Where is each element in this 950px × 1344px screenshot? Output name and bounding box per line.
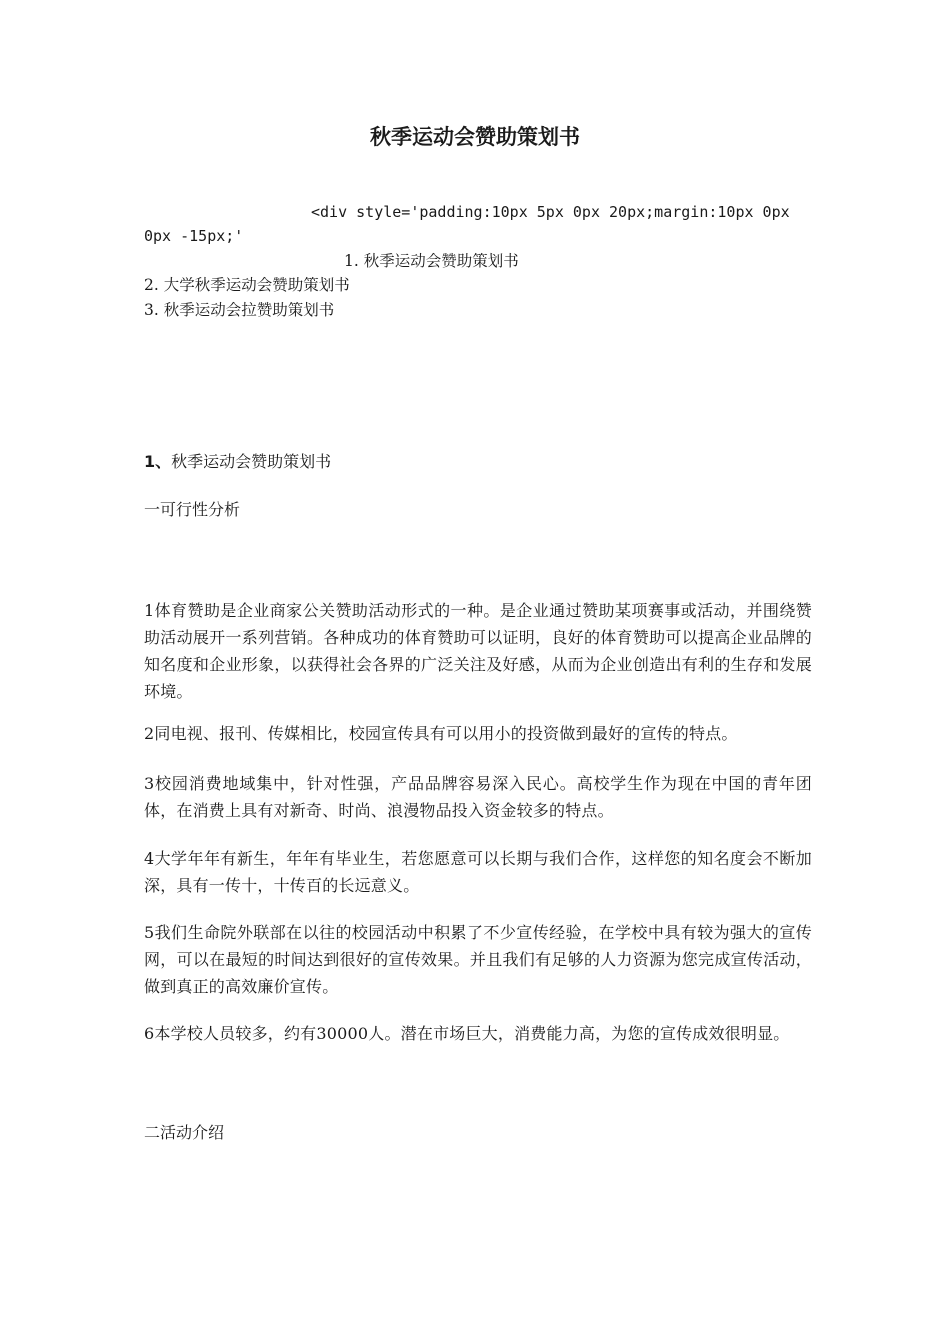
- html-code-line-2: 0px -15px;': [144, 227, 244, 245]
- toc-item-3: 3. 秋季运动会拉赞助策划书: [144, 301, 335, 319]
- section-1-title: 秋季运动会赞助策划书: [171, 452, 332, 471]
- paragraph-5: 5我们生命院外联部在以往的校园活动中积累了不少宣传经验，在学校中具有较为强大的宣传网，可以在最短的时间达到很好的宣传效果。并且我们有足够的人力资源为您完成宣传活动，做到真正的高效廉价宣传。: [144, 923, 812, 996]
- subsection-activity-heading: 二活动介绍: [144, 1123, 225, 1142]
- paragraph-6: 6本学校人员较多，约有30000人。潜在市场巨大，消费能力高，为您的宣传成效很明显。: [144, 1024, 790, 1043]
- document-title: 秋季运动会赞助策划书: [370, 125, 580, 149]
- toc-item-1: 1. 秋季运动会赞助策划书: [344, 252, 519, 270]
- paragraph-2: 2同电视、报刊、传媒相比，校园宣传具有可以用小的投资做到最好的宣传的特点。: [144, 724, 738, 743]
- section-1-heading: [144, 449, 331, 475]
- html-code-line-1: <div style='padding:10px 5px 0px 20px;margin:10px 0px: [311, 203, 790, 221]
- paragraph-1: 1体育赞助是企业商家公关赞助活动形式的一种。是企业通过赞助某项赛事或活动，并围绕赞助活动展开一系列营销。各种成功的体育赞助可以证明，良好的体育赞助可以提高企业品牌的知名度和企业形象，以获得社会各界的广泛关注及好感，从而为企业创造出有利的生存和发展环境。: [144, 601, 812, 701]
- paragraph-4: 4大学年年有新生，年年有毕业生，若您愿意可以长期与我们合作，这样您的知名度会不断加深，具有一传十，十传百的长远意义。: [144, 849, 812, 895]
- paragraph-3: 3校园消费地域集中，针对性强，产品品牌容易深入民心。高校学生作为现在中国的青年团体，在消费上具有对新奇、时尚、浪漫物品投入资金较多的特点。: [144, 774, 812, 820]
- subsection-feasibility-heading: 一可行性分析: [144, 500, 241, 519]
- toc-item-2: 2. 大学秋季运动会赞助策划书: [144, 276, 350, 294]
- section-1-number: 1、: [144, 452, 172, 471]
